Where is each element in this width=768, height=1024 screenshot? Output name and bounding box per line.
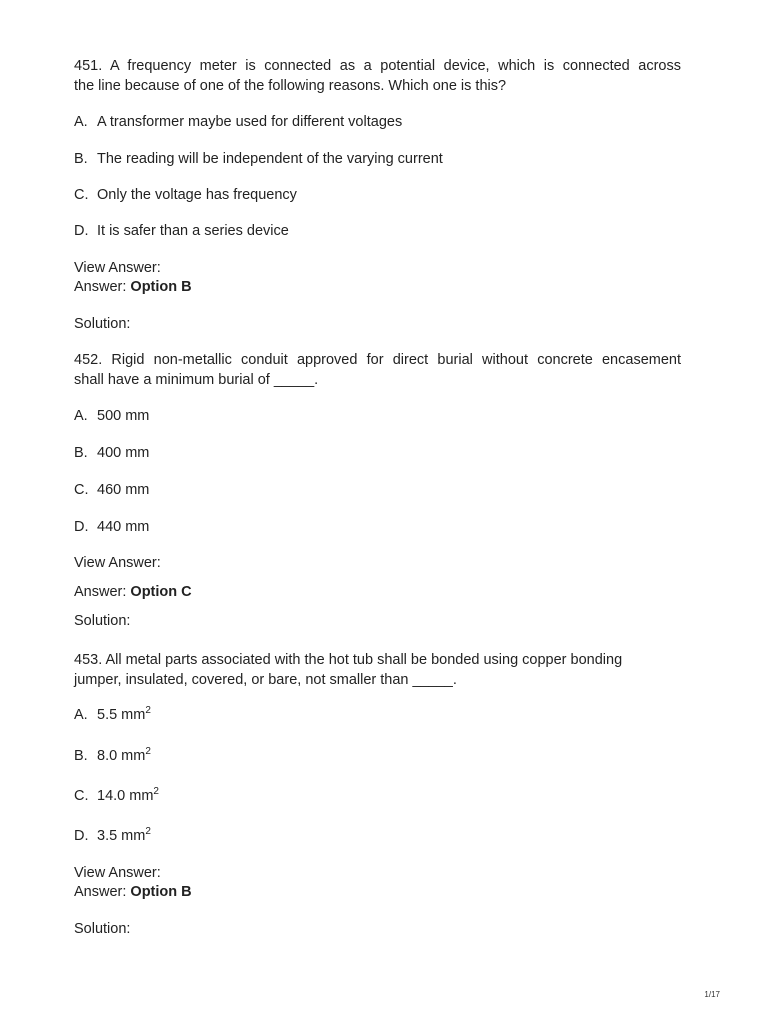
solution-label: Solution:	[74, 921, 131, 937]
option-letter: A.	[74, 707, 88, 723]
view-answer-link[interactable]: View Answer:	[74, 555, 161, 571]
answer-label: Answer:	[74, 584, 127, 600]
answer-line	[74, 277, 192, 297]
option-text: 400 mm	[97, 445, 150, 461]
solution-label: Solution:	[74, 316, 131, 332]
answer-label: Answer:	[74, 279, 127, 295]
question-text-line: shall have a minimum burial of _____.	[74, 372, 319, 388]
superscript: 2	[153, 786, 159, 797]
question-text-line: 453. All metal parts associated with the hot tub shall be bonded using copper bonding	[74, 652, 623, 668]
option-letter: C.	[74, 482, 89, 498]
question-text-line: jumper, insulated, covered, or bare, not smaller than _____.	[74, 672, 457, 688]
answer-label: Answer:	[74, 884, 127, 900]
option-letter: C.	[74, 187, 89, 203]
option-text: 8.0 mm	[97, 748, 146, 764]
option-b	[74, 443, 149, 463]
answer-value: Option C	[130, 584, 192, 600]
option-text: 14.0 mm	[97, 788, 154, 804]
option-text: A transformer maybe used for different voltages	[97, 114, 403, 130]
option-text: Only the voltage has frequency	[97, 187, 297, 203]
option-letter: A.	[74, 114, 88, 130]
option-c	[74, 185, 297, 205]
answer-line	[74, 582, 192, 602]
option-a	[74, 112, 402, 132]
option-d	[74, 826, 151, 846]
option-letter: D.	[74, 223, 89, 239]
answer-line	[74, 882, 192, 902]
option-text: The reading will be independent of the varying current	[97, 151, 443, 167]
option-letter: B.	[74, 748, 88, 764]
option-letter: A.	[74, 408, 88, 424]
option-text: 440 mm	[97, 519, 150, 535]
option-letter: C.	[74, 788, 89, 804]
option-c	[74, 786, 159, 806]
option-letter: B.	[74, 151, 88, 167]
superscript: 2	[145, 826, 151, 837]
solution-label: Solution:	[74, 613, 131, 629]
option-text: 3.5 mm	[97, 828, 146, 844]
option-text: 500 mm	[97, 408, 150, 424]
page-number: 1/17	[704, 990, 720, 999]
option-a	[74, 705, 151, 725]
option-letter: D.	[74, 828, 89, 844]
option-d	[74, 221, 289, 241]
superscript: 2	[145, 705, 151, 716]
answer-value: Option B	[130, 279, 192, 295]
answer-value: Option B	[130, 884, 192, 900]
option-c	[74, 480, 149, 500]
option-letter: D.	[74, 519, 89, 535]
option-d	[74, 517, 149, 537]
option-b	[74, 746, 151, 766]
question-text-line: 452. Rigid non-metallic conduit approved for direct burial without concrete encasement	[74, 352, 681, 368]
option-text: It is safer than a series device	[97, 223, 289, 239]
view-answer-link[interactable]: View Answer:	[74, 260, 161, 276]
question-text-line: 451. A frequency meter is connected as a potential device, which is connected across	[74, 58, 681, 74]
option-text: 5.5 mm	[97, 707, 146, 723]
question-text-line: the line because of one of the following reasons. Which one is this?	[74, 78, 507, 94]
option-letter: B.	[74, 445, 88, 461]
option-text: 460 mm	[97, 482, 150, 498]
view-answer-link[interactable]: View Answer:	[74, 865, 161, 881]
option-b	[74, 149, 443, 169]
option-a	[74, 406, 149, 426]
superscript: 2	[145, 746, 151, 757]
